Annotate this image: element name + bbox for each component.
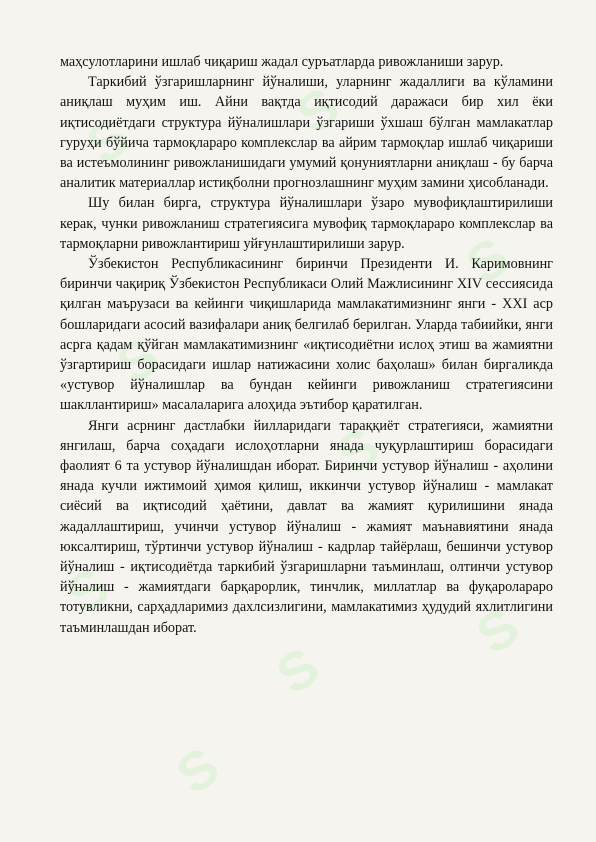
body-text — [60, 52, 553, 638]
watermark-mark: S — [456, 226, 520, 296]
watermark-mark: S — [56, 556, 120, 626]
watermark-mark: S — [106, 326, 170, 396]
watermark-mark: S — [466, 596, 530, 666]
watermark-mark: S — [166, 736, 230, 806]
watermark-mark: S — [76, 106, 140, 176]
watermark-mark: S — [266, 636, 330, 706]
paragraph-5: Янги асрнинг дастлабки йилларидаги тараққиёт стратегияси, жамиятни янгилаш, барча соҳадаги ислоҳотларни янада чуқурлаштириш борасидаги фаолият 6 та устувор йўналишдан иборат. Биринчи устувор йўналиш - аҳолини янада кучли ижтимоий ҳимоя қилиш, иккинчи устувор йўналиш - мамлакат сиёсий ва иқтисодий ҳаётини, давлат ва жамият қурилишини янада жадаллаштириш, учинчи устувор йўналиш - жамият маънавиятини янада юксалтириш, тўртинчи устувор йўналиш - кадрлар тайёрлаш, бешинчи устувор йўналиш - иқтисодиётда таркибий ўзгаришларни таъминлаш, олтинчи устувор йўналиш - жамиятдаги барқарорлик, тинчлик, миллатлар ва фуқаролараро тотувликни, сарҳадларимиз дахлсизлигини, мамлакатимиз ҳудудий яхлитлигини таъминлашдан иборат. — [60, 417, 553, 636]
watermark-mark: S — [286, 76, 350, 146]
paragraph-4: Ўзбекистон Республикасининг биринчи Президенти И. Каримовнинг биринчи чақириқ Ўзбекистон Республикаси Олий Мажлисининг XIV сессиясида қилган маърузаси ва кейинги чиқишларида мамлакатимизнинг янги - XXI аср бошларидаги асосий вазифалари аниқ белгилаб берилган. Уларда табиийки, янги асрга қадам қўйган мамлакатимизнинг «иқтисодиётни ислоҳ этиш ва жамиятни ўзгартириш борасидаги ишлар натижасини холис баҳолаш» билан биргаликда «устувор йўналишлар ва бундан кейинги ривожланиш стратегиясини шакллантириш» масалаларига алоҳида эътибор қаратилган. — [60, 256, 553, 414]
paragraph-1: маҳсулотларини ишлаб чиқариш жадал суръатларда ривожланиши зарур. — [60, 54, 504, 70]
paragraph-2: Таркибий ўзгаришларнинг йўналиши, уларнинг жадаллиги ва кўламини аниқлаш муҳим иш. Айни вақтда иқтисодий даражаси бир хил ёки иқтисодиётдаги структура йўналишлари ўзгариши ўхшаш бўлган мамлакатлар гуруҳи бўйича тармоқлараро комплекслар ва айрим тармоқлар ишлаб чиқариши ва истеъмолининг ривожланишидаги умумий қонуниятларни аниқлаш - бу барча аналитик материаллар истиқболни прогнозлашнинг муҳим замини ҳисобланади. — [60, 74, 553, 192]
paragraph-3: Шу билан бирга, структура йўналишлари ўзаро мувофиқлаштирилиши керак, чунки ривожланиш стратегиясига мувофиқ тармоқлараро комплекслар ва тармоқларни ривожлантириш уйғунлаштирилиши зарур. — [60, 195, 553, 252]
watermark-mark: S — [326, 416, 390, 486]
